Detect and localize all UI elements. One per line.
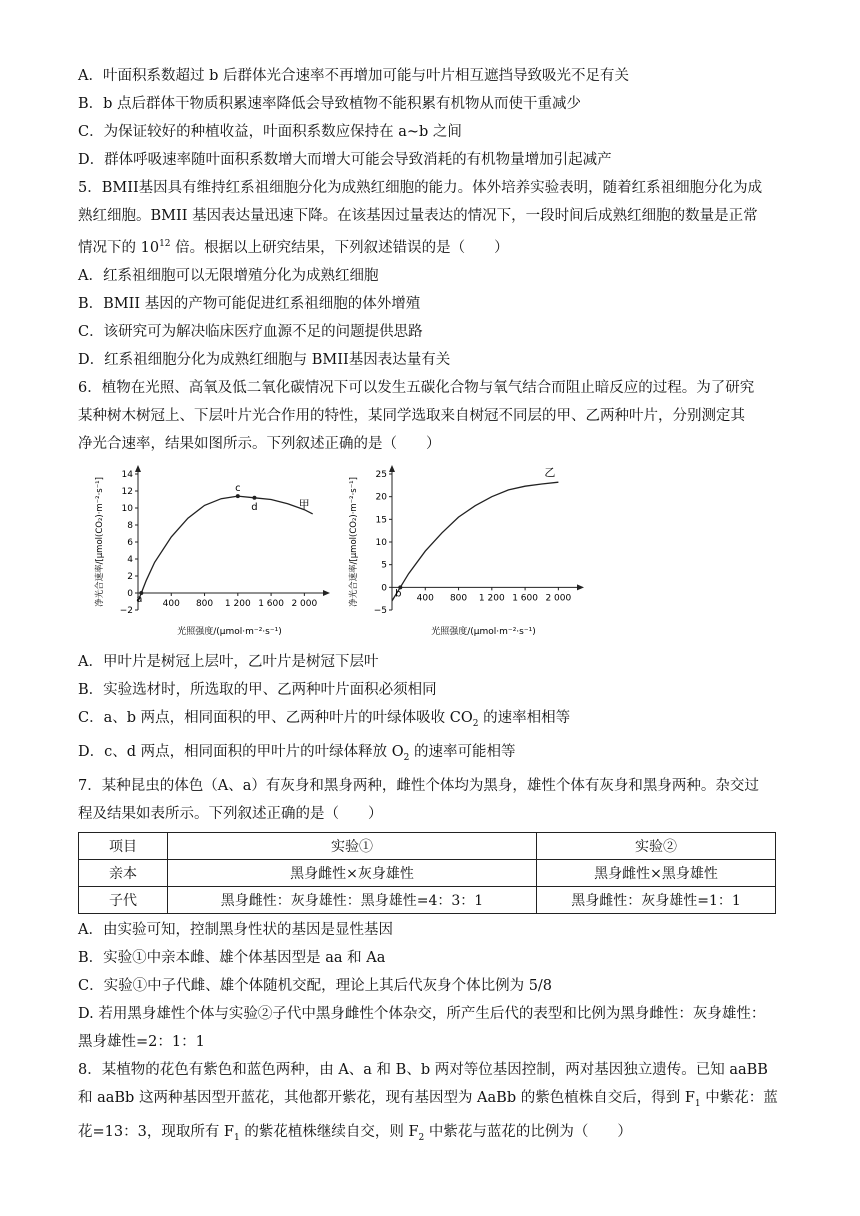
q7-option-b: B．实验①中亲本雌、雄个体基因型是 aa 和 Aa bbox=[78, 949, 386, 966]
y-axis-arrow bbox=[389, 465, 395, 472]
q6-figure bbox=[78, 462, 788, 642]
q5-option-c: C．该研究可为解决临床医疗血源不足的问题提供思路 bbox=[78, 323, 423, 340]
series-line bbox=[392, 482, 558, 604]
data-point bbox=[252, 496, 256, 500]
q6-text: D．c、d 两点，相同面积的甲叶片的叶绿体释放 O bbox=[78, 743, 404, 760]
table-header-cell: 实验① bbox=[168, 832, 537, 859]
table-header-cell: 实验② bbox=[537, 832, 776, 859]
q5-text: 倍。根据以上研究结果，下列叙述错误的是（ ） bbox=[170, 239, 509, 256]
table-cell: 黑身雌性：灰身雄性=1：1 bbox=[537, 886, 776, 913]
q8-subscript: 2 bbox=[418, 1132, 425, 1143]
q7-table bbox=[78, 832, 776, 914]
q8-stem-line-1: 8．某植物的花色有紫色和蓝色两种，由 A、a 和 B、b 两对等位基因控制，两对基因独立遗传。已知 aaBB bbox=[78, 1061, 768, 1078]
point-label: a bbox=[136, 593, 143, 605]
q8-text: 和 aaBb 这两种基因型开蓝花，其他都开紫花，现有基因型为 AaBb 的紫色植株自交后，得到 F bbox=[78, 1089, 695, 1106]
y-tick-label: 4 bbox=[127, 554, 133, 565]
y-tick-label: 25 bbox=[375, 469, 387, 480]
y-tick-label: 15 bbox=[375, 515, 387, 526]
q6-subscript: 2 bbox=[472, 718, 479, 729]
table-cell: 亲本 bbox=[79, 859, 168, 886]
q5-text: 情况下的 10 bbox=[78, 239, 160, 256]
y-tick-label: 0 bbox=[381, 583, 387, 594]
point-label: c bbox=[235, 482, 241, 494]
q5-option-d: D．红系祖细胞分化为成熟红细胞与 BMII基因表达量有关 bbox=[78, 351, 451, 368]
q6-option-d bbox=[78, 738, 788, 772]
q6-stem-line-3: 净光合速率，结果如图所示。下列叙述正确的是（ ） bbox=[78, 435, 441, 452]
x-tick-label: 2 000 bbox=[291, 598, 318, 609]
x-axis-label: 光照强度/(μmol·m⁻²·s⁻¹) bbox=[431, 626, 536, 637]
q4-option-b: B．b 点后群体干物质积累速率降低会导致植物不能积累有机物从而使干重减少 bbox=[78, 96, 582, 112]
q4-option-d: D．群体呼吸速率随叶面积系数增大而增大可能会导致消耗的有机物量增加引起减产 bbox=[78, 152, 612, 168]
y-tick-label: 14 bbox=[121, 469, 133, 480]
q7-option-d-cont: 黑身雄性=2：1：1 bbox=[78, 1033, 205, 1050]
q7-option-a: A．由实验可知，控制黑身性状的基因是显性基因 bbox=[78, 921, 393, 938]
x-tick-label: 1 600 bbox=[512, 593, 538, 604]
q6-text: 的速率相相等 bbox=[478, 709, 571, 726]
y-axis-label: 净光合速率/[μmol(CO₂)·m⁻²·s⁻¹] bbox=[349, 476, 359, 607]
q7-option-d: D. 若用黑身雄性个体与实验②子代中黑身雌性个体杂交，所产生后代的表型和比例为黑身雌性：灰身雄性： bbox=[78, 1005, 766, 1022]
x-axis-label: 光照强度/(μmol·m⁻²·s⁻¹) bbox=[177, 626, 282, 637]
table-cell: 黑身雌性×灰身雄性 bbox=[168, 859, 537, 886]
y-tick-label: 8 bbox=[127, 520, 133, 531]
q4-option-a: A．叶面积系数超过 b 后群体光合速率不再增加可能与叶片相互遮挡导致吸光不足有关 bbox=[78, 68, 629, 84]
q8-stem-line-3 bbox=[78, 1118, 788, 1152]
chart-jia bbox=[86, 462, 336, 642]
q7-stem-line-2: 程及结果如表所示。下列叙述正确的是（ ） bbox=[78, 805, 383, 822]
table-row bbox=[79, 859, 776, 886]
series-line bbox=[138, 496, 313, 601]
x-tick-label: 1 200 bbox=[478, 593, 505, 604]
table-cell: 子代 bbox=[79, 886, 168, 913]
q6-text: 的速率可能相等 bbox=[409, 743, 516, 760]
series-label: 甲 bbox=[298, 497, 310, 511]
q8-stem-line-2 bbox=[78, 1084, 788, 1118]
y-tick-label: 10 bbox=[121, 503, 133, 514]
y-axis-arrow bbox=[135, 465, 141, 472]
q5-exponent: 12 bbox=[159, 239, 171, 249]
table-header-cell: 项目 bbox=[79, 832, 168, 859]
y-tick-label: 6 bbox=[127, 537, 133, 548]
q8-text: 花=13：3，现取所有 F bbox=[78, 1123, 234, 1140]
x-tick-label: 400 bbox=[416, 593, 434, 604]
y-tick-label: −5 bbox=[373, 605, 387, 616]
y-tick-label: −2 bbox=[119, 605, 133, 616]
q6-stem-line-1: 6．植物在光照、高氧及低二氧化碳情况下可以发生五碳化合物与氧气结合而阻止暗反应的过程。为了研究 bbox=[78, 379, 755, 396]
q6-stem-line-2: 某种树木树冠上、下层叶片光合作用的特性，某同学选取来自树冠不同层的甲、乙两种叶片，分别测定其 bbox=[78, 407, 745, 424]
x-axis-arrow bbox=[323, 590, 330, 596]
x-tick-label: 1 200 bbox=[224, 598, 251, 609]
q6-subscript: 2 bbox=[403, 752, 410, 763]
x-tick-label: 400 bbox=[162, 598, 180, 609]
data-point bbox=[236, 494, 240, 498]
q5-stem-line-3 bbox=[78, 230, 788, 262]
table-row bbox=[79, 886, 776, 913]
y-tick-label: 2 bbox=[127, 571, 133, 582]
y-axis-label: 净光合速率/[μmol(CO₂)·m⁻²·s⁻¹] bbox=[95, 476, 105, 607]
q5-option-b: B．BMII 基因的产物可能促进红系祖细胞的体外增殖 bbox=[78, 295, 421, 312]
x-tick-label: 800 bbox=[449, 593, 468, 604]
q6-text: C．a、b 两点，相同面积的甲、乙两种叶片的叶绿体吸收 CO bbox=[78, 709, 473, 726]
y-tick-label: 0 bbox=[127, 588, 133, 599]
q5-stem-line-2: 熟红细胞。BMII 基因表达量迅速下降。在该基因过量表达的情况下，一段时间后成熟红细胞的数量是正常 bbox=[78, 208, 758, 224]
table-row bbox=[79, 832, 776, 859]
q6-option-b: B．实验选材时，所选取的甲、乙两种叶片面积必须相同 bbox=[78, 681, 437, 698]
q6-option-c bbox=[78, 704, 788, 738]
x-axis-arrow bbox=[577, 584, 584, 590]
chart-yi bbox=[340, 462, 590, 642]
y-tick-label: 12 bbox=[121, 486, 133, 497]
q7-option-c: C．实验①中子代雌、雄个体随机交配，理论上其后代灰身个体比例为 5/8 bbox=[78, 977, 553, 994]
series-label: 乙 bbox=[544, 465, 556, 479]
q6-option-a: A．甲叶片是树冠上层叶，乙叶片是树冠下层叶 bbox=[78, 653, 379, 670]
q8-text: 的紫花植株继续自交，则 F bbox=[239, 1123, 419, 1140]
point-label: d bbox=[251, 501, 258, 513]
exam-page bbox=[78, 62, 788, 1151]
table-cell: 黑身雌性×黑身雄性 bbox=[537, 859, 776, 886]
point-label: b bbox=[395, 588, 402, 600]
x-tick-label: 800 bbox=[195, 598, 214, 609]
q7-stem-line-1: 7．某种昆虫的体色（A、a）有灰身和黑身两种，雌性个体均为黑身，雄性个体有灰身和黑身两种。杂交过 bbox=[78, 777, 759, 794]
table-cell: 黑身雌性：灰身雄性：黑身雄性=4：3：1 bbox=[168, 886, 537, 913]
q8-subscript: 1 bbox=[694, 1098, 701, 1109]
q8-subscript: 1 bbox=[234, 1132, 240, 1143]
q8-text: 中紫花：蓝 bbox=[700, 1089, 778, 1106]
x-tick-label: 1 600 bbox=[258, 598, 284, 609]
q5-option-a: A．红系祖细胞可以无限增殖分化为成熟红细胞 bbox=[78, 267, 379, 284]
q4-option-c: C．为保证较好的种植收益，叶面积系数应保持在 a~b 之间 bbox=[78, 124, 462, 140]
x-tick-label: 2 000 bbox=[545, 593, 572, 604]
y-tick-label: 20 bbox=[375, 492, 387, 503]
q8-text: 中紫花与蓝花的比例为（ ） bbox=[424, 1123, 632, 1140]
y-tick-label: 10 bbox=[375, 537, 387, 548]
y-tick-label: 5 bbox=[381, 560, 387, 571]
q5-stem-line-1: 5．BMII基因具有维持红系祖细胞分化为成熟红细胞的能力。体外培养实验表明，随着红系祖细胞分化为成 bbox=[78, 180, 763, 196]
